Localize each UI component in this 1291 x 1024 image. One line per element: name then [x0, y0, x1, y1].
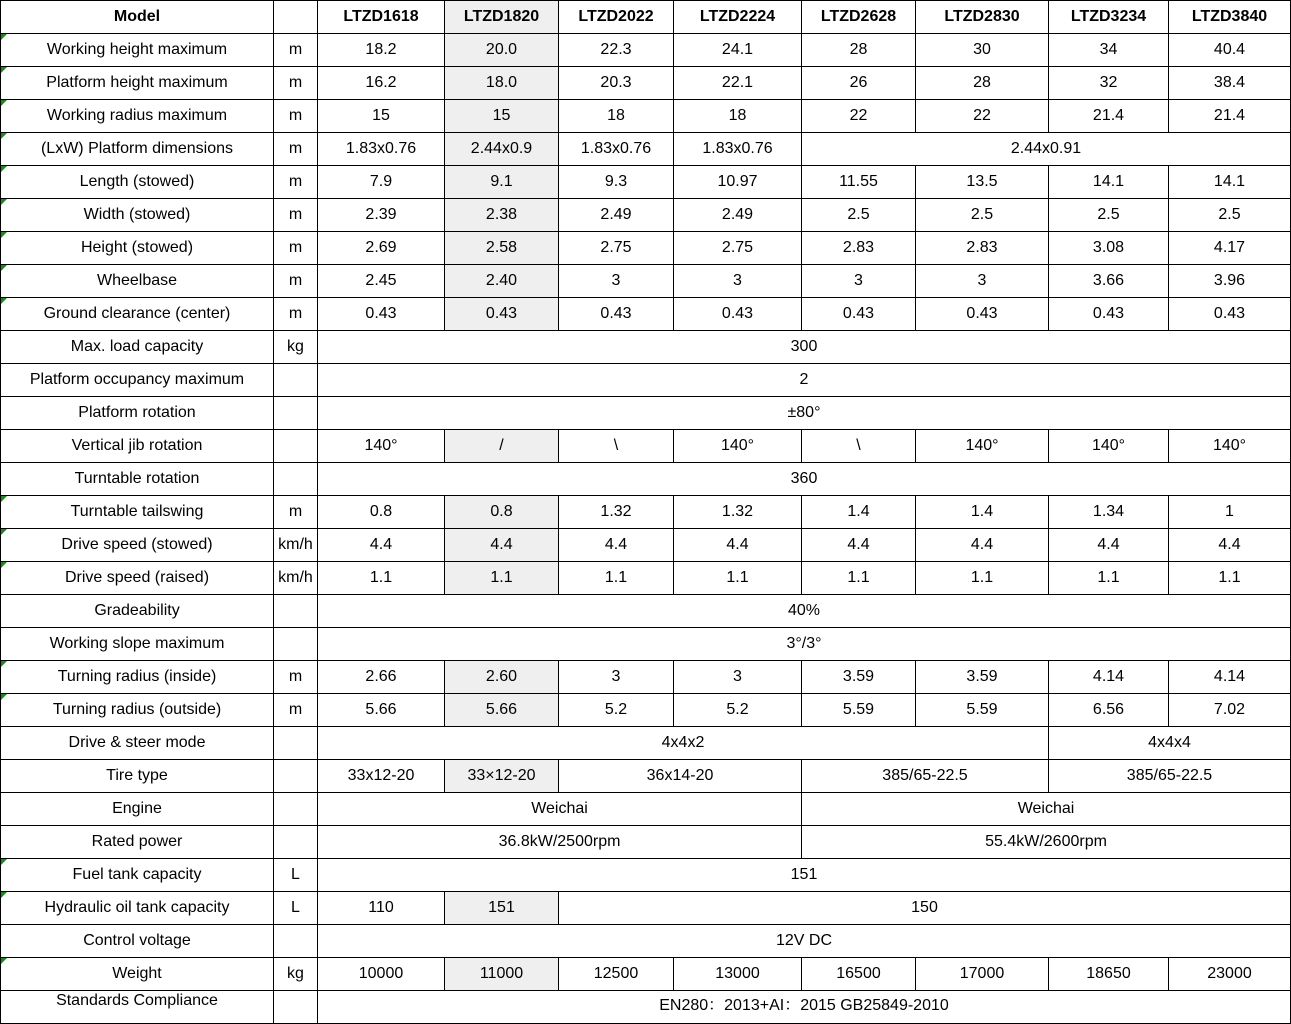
spec-row — [1, 67, 1291, 100]
spec-value: / — [445, 430, 559, 463]
spec-value: 20.0 — [445, 34, 559, 67]
spec-label: Platform occupancy maximum — [1, 364, 274, 397]
spec-row — [1, 529, 1291, 562]
spec-row — [1, 364, 1291, 397]
spec-row — [1, 562, 1291, 595]
spec-unit: m — [274, 265, 318, 298]
spec-value: 140° — [674, 430, 802, 463]
spec-value: 1.1 — [1049, 562, 1169, 595]
spec-unit: m — [274, 496, 318, 529]
spec-value: 18.0 — [445, 67, 559, 100]
spec-value: 0.43 — [674, 298, 802, 331]
spec-row — [1, 100, 1291, 133]
spec-row — [1, 166, 1291, 199]
spec-unit — [274, 925, 318, 958]
spec-label: Hydraulic oil tank capacity — [1, 892, 274, 925]
spec-value: 2.44x0.91 — [802, 133, 1291, 166]
spec-value: 1 — [1169, 496, 1291, 529]
spec-unit: L — [274, 892, 318, 925]
spec-value: 2.75 — [559, 232, 674, 265]
spec-unit: m — [274, 100, 318, 133]
spec-value: ±80° — [318, 397, 1291, 430]
spec-unit: m — [274, 34, 318, 67]
spec-unit: m — [274, 661, 318, 694]
spec-unit — [274, 991, 318, 1024]
spec-value: 16.2 — [318, 67, 445, 100]
spec-value: 151 — [445, 892, 559, 925]
spec-value: 151 — [318, 859, 1291, 892]
spec-value: 33×12-20 — [445, 760, 559, 793]
spec-value: 4.14 — [1049, 661, 1169, 694]
spec-value: 385/65-22.5 — [1049, 760, 1291, 793]
spec-row — [1, 133, 1291, 166]
spec-value: 21.4 — [1169, 100, 1291, 133]
spec-value: 2.83 — [916, 232, 1049, 265]
spec-value: 2 — [318, 364, 1291, 397]
spec-value: 360 — [318, 463, 1291, 496]
spec-row — [1, 958, 1291, 991]
spec-row — [1, 298, 1291, 331]
spec-unit: L — [274, 859, 318, 892]
spec-unit — [274, 760, 318, 793]
spec-label: Wheelbase — [1, 265, 274, 298]
spec-value: 2.60 — [445, 661, 559, 694]
spec-value: 10000 — [318, 958, 445, 991]
spec-value: 18.2 — [318, 34, 445, 67]
model-header: Model — [1, 1, 274, 34]
spec-value: 5.66 — [445, 694, 559, 727]
spec-unit — [274, 397, 318, 430]
spec-value: 2.49 — [559, 199, 674, 232]
spec-value: 4.17 — [1169, 232, 1291, 265]
spec-value: 0.43 — [916, 298, 1049, 331]
spec-unit — [274, 364, 318, 397]
spec-value: 3 — [559, 265, 674, 298]
spec-value: 2.44x0.9 — [445, 133, 559, 166]
spec-value: 3 — [802, 265, 916, 298]
spec-value: 4x4x4 — [1049, 727, 1291, 760]
spec-value: 0.43 — [559, 298, 674, 331]
model-name: LTZD3840 — [1169, 1, 1291, 34]
spec-value: 140° — [916, 430, 1049, 463]
spec-row — [1, 265, 1291, 298]
model-name: LTZD2628 — [802, 1, 916, 34]
spec-label: Fuel tank capacity — [1, 859, 274, 892]
spec-value: 17000 — [916, 958, 1049, 991]
spec-value: 40.4 — [1169, 34, 1291, 67]
spec-row — [1, 859, 1291, 892]
model-name: LTZD2224 — [674, 1, 802, 34]
spec-label: Turntable rotation — [1, 463, 274, 496]
spec-value: 22.1 — [674, 67, 802, 100]
spec-row — [1, 760, 1291, 793]
spec-value: 28 — [916, 67, 1049, 100]
spec-value: 140° — [1169, 430, 1291, 463]
spec-label: Ground clearance (center) — [1, 298, 274, 331]
spec-value: 1.1 — [674, 562, 802, 595]
spec-row — [1, 232, 1291, 265]
spec-value: 11000 — [445, 958, 559, 991]
spec-value: 0.43 — [318, 298, 445, 331]
spec-value: 12V DC — [318, 925, 1291, 958]
spec-value: 4.4 — [1049, 529, 1169, 562]
spec-value: 26 — [802, 67, 916, 100]
spec-value: 4.4 — [445, 529, 559, 562]
spec-value: 2.58 — [445, 232, 559, 265]
spec-label: Drive & steer mode — [1, 727, 274, 760]
spec-row — [1, 34, 1291, 67]
spec-value: 140° — [318, 430, 445, 463]
spec-value: 7.9 — [318, 166, 445, 199]
spec-value: 5.2 — [674, 694, 802, 727]
spec-value: 110 — [318, 892, 445, 925]
spec-label: Platform rotation — [1, 397, 274, 430]
spec-value: 0.8 — [445, 496, 559, 529]
spec-unit: m — [274, 694, 318, 727]
spec-row — [1, 397, 1291, 430]
spec-value: 1.1 — [916, 562, 1049, 595]
header-row — [1, 1, 1291, 34]
spec-value: 1.83x0.76 — [318, 133, 445, 166]
spec-value: 385/65-22.5 — [802, 760, 1049, 793]
spec-label: Weight — [1, 958, 274, 991]
spec-row — [1, 595, 1291, 628]
spec-label: Working height maximum — [1, 34, 274, 67]
spec-value: 300 — [318, 331, 1291, 364]
spec-value: 5.66 — [318, 694, 445, 727]
spec-value: 5.59 — [802, 694, 916, 727]
spec-value: 1.1 — [559, 562, 674, 595]
spec-value: 2.75 — [674, 232, 802, 265]
spec-value: 3.59 — [916, 661, 1049, 694]
spec-value: 0.43 — [1169, 298, 1291, 331]
spec-value: 24.1 — [674, 34, 802, 67]
spec-value: 4.4 — [1169, 529, 1291, 562]
model-name: LTZD2830 — [916, 1, 1049, 34]
spec-label: Rated power — [1, 826, 274, 859]
spec-value: Weichai — [802, 793, 1291, 826]
spec-value: 4.4 — [802, 529, 916, 562]
spec-value: 14.1 — [1049, 166, 1169, 199]
spec-unit: m — [274, 67, 318, 100]
spec-value: 36.8kW/2500rpm — [318, 826, 802, 859]
spec-label: Turning radius (outside) — [1, 694, 274, 727]
spec-row — [1, 727, 1291, 760]
spec-unit — [274, 595, 318, 628]
spec-value: 1.34 — [1049, 496, 1169, 529]
spec-row — [1, 199, 1291, 232]
spec-value: 2.5 — [916, 199, 1049, 232]
spec-value: 3.59 — [802, 661, 916, 694]
spec-label: Control voltage — [1, 925, 274, 958]
spec-value: 3 — [674, 265, 802, 298]
spec-unit: m — [274, 166, 318, 199]
spec-value: 1.1 — [318, 562, 445, 595]
spec-value: 2.45 — [318, 265, 445, 298]
spec-value: 13.5 — [916, 166, 1049, 199]
spec-unit: kg — [274, 958, 318, 991]
spec-unit — [274, 463, 318, 496]
spec-value: EN280：2013+AI：2015 GB25849-2010 — [318, 991, 1291, 1024]
model-name: LTZD1618 — [318, 1, 445, 34]
spec-value: 1.83x0.76 — [674, 133, 802, 166]
spec-value: 14.1 — [1169, 166, 1291, 199]
spec-value: 2.40 — [445, 265, 559, 298]
spec-unit: m — [274, 133, 318, 166]
spec-value: 2.5 — [1049, 199, 1169, 232]
spec-value: 1.4 — [916, 496, 1049, 529]
spec-row — [1, 991, 1291, 1024]
spec-row — [1, 892, 1291, 925]
spec-value: 3 — [916, 265, 1049, 298]
spec-row — [1, 463, 1291, 496]
spec-value: 0.43 — [1049, 298, 1169, 331]
spec-label: Height (stowed) — [1, 232, 274, 265]
spec-value: 2.49 — [674, 199, 802, 232]
spec-value: 36x14-20 — [559, 760, 802, 793]
spec-value: 30 — [916, 34, 1049, 67]
spec-value: 0.8 — [318, 496, 445, 529]
spec-value: 3.96 — [1169, 265, 1291, 298]
spec-value: 34 — [1049, 34, 1169, 67]
spec-value: 13000 — [674, 958, 802, 991]
spec-row — [1, 694, 1291, 727]
spec-value: 38.4 — [1169, 67, 1291, 100]
spec-value: \ — [559, 430, 674, 463]
spec-value: 5.59 — [916, 694, 1049, 727]
spec-value: 0.43 — [445, 298, 559, 331]
spec-row — [1, 826, 1291, 859]
spec-value: 22 — [916, 100, 1049, 133]
spec-label: Gradeability — [1, 595, 274, 628]
spec-label: Turning radius (inside) — [1, 661, 274, 694]
unit-header — [274, 1, 318, 34]
spec-unit — [274, 826, 318, 859]
spec-value: 11.55 — [802, 166, 916, 199]
spec-row — [1, 430, 1291, 463]
spec-label: Turntable tailswing — [1, 496, 274, 529]
spec-value: 2.39 — [318, 199, 445, 232]
model-name: LTZD3234 — [1049, 1, 1169, 34]
spec-unit — [274, 430, 318, 463]
spec-value: 16500 — [802, 958, 916, 991]
spec-label: Tire type — [1, 760, 274, 793]
spec-value: 4x4x2 — [318, 727, 1049, 760]
spec-value: 22 — [802, 100, 916, 133]
spec-value: 33x12-20 — [318, 760, 445, 793]
spec-value: 5.2 — [559, 694, 674, 727]
spec-value: 9.1 — [445, 166, 559, 199]
spec-value: 1.1 — [445, 562, 559, 595]
spec-value: 4.4 — [559, 529, 674, 562]
model-name: LTZD2022 — [559, 1, 674, 34]
spec-value: 22.3 — [559, 34, 674, 67]
spec-label: Drive speed (raised) — [1, 562, 274, 595]
spec-value: Weichai — [318, 793, 802, 826]
spec-value: 4.4 — [318, 529, 445, 562]
spec-label: Width (stowed) — [1, 199, 274, 232]
spec-value: 10.97 — [674, 166, 802, 199]
spec-value: 2.69 — [318, 232, 445, 265]
spec-value: 2.5 — [1169, 199, 1291, 232]
spec-label: (LxW) Platform dimensions — [1, 133, 274, 166]
spec-row — [1, 925, 1291, 958]
spec-label: Platform height maximum — [1, 67, 274, 100]
spec-value: 6.56 — [1049, 694, 1169, 727]
spec-unit: m — [274, 298, 318, 331]
spec-value: 2.83 — [802, 232, 916, 265]
spec-value: 4.4 — [916, 529, 1049, 562]
spec-value: 3 — [674, 661, 802, 694]
spec-value: 2.38 — [445, 199, 559, 232]
spec-value: 4.14 — [1169, 661, 1291, 694]
spec-value: 3 — [559, 661, 674, 694]
spec-row — [1, 496, 1291, 529]
spec-unit: m — [274, 199, 318, 232]
spec-row — [1, 628, 1291, 661]
spec-value: 3.66 — [1049, 265, 1169, 298]
spec-value: 7.02 — [1169, 694, 1291, 727]
spec-value: 1.4 — [802, 496, 916, 529]
spec-label: Length (stowed) — [1, 166, 274, 199]
spec-value: 1.1 — [1169, 562, 1291, 595]
spec-value: 9.3 — [559, 166, 674, 199]
spec-value: 55.4kW/2600rpm — [802, 826, 1291, 859]
spec-unit — [274, 628, 318, 661]
spec-label: Standards Compliance — [1, 991, 274, 1024]
spec-value: 0.43 — [802, 298, 916, 331]
spec-value: 1.32 — [559, 496, 674, 529]
spec-value: 140° — [1049, 430, 1169, 463]
spec-label: Vertical jib rotation — [1, 430, 274, 463]
spec-value: 23000 — [1169, 958, 1291, 991]
spec-value: 15 — [318, 100, 445, 133]
spec-value: \ — [802, 430, 916, 463]
spec-unit: km/h — [274, 562, 318, 595]
spec-value: 1.1 — [802, 562, 916, 595]
spec-label: Working radius maximum — [1, 100, 274, 133]
spec-unit: km/h — [274, 529, 318, 562]
spec-value: 18650 — [1049, 958, 1169, 991]
spec-unit — [274, 793, 318, 826]
spec-value: 4.4 — [674, 529, 802, 562]
spec-value: 28 — [802, 34, 916, 67]
spec-value: 2.66 — [318, 661, 445, 694]
spec-label: Drive speed (stowed) — [1, 529, 274, 562]
spec-row — [1, 661, 1291, 694]
spec-unit: kg — [274, 331, 318, 364]
spec-value: 40% — [318, 595, 1291, 628]
spec-value: 20.3 — [559, 67, 674, 100]
spec-label: Working slope maximum — [1, 628, 274, 661]
spec-value: 2.5 — [802, 199, 916, 232]
spec-value: 18 — [559, 100, 674, 133]
spec-value: 150 — [559, 892, 1291, 925]
spec-value: 3°/3° — [318, 628, 1291, 661]
spec-value: 12500 — [559, 958, 674, 991]
spec-value: 3.08 — [1049, 232, 1169, 265]
spec-label: Engine — [1, 793, 274, 826]
spec-row — [1, 793, 1291, 826]
spec-value: 1.32 — [674, 496, 802, 529]
spec-value: 1.83x0.76 — [559, 133, 674, 166]
spec-value: 32 — [1049, 67, 1169, 100]
spec-label: Max. load capacity — [1, 331, 274, 364]
spec-value: 21.4 — [1049, 100, 1169, 133]
model-name: LTZD1820 — [445, 1, 559, 34]
spec-row — [1, 331, 1291, 364]
spec-value: 15 — [445, 100, 559, 133]
spec-unit: m — [274, 232, 318, 265]
spec-unit — [274, 727, 318, 760]
spec-value: 18 — [674, 100, 802, 133]
